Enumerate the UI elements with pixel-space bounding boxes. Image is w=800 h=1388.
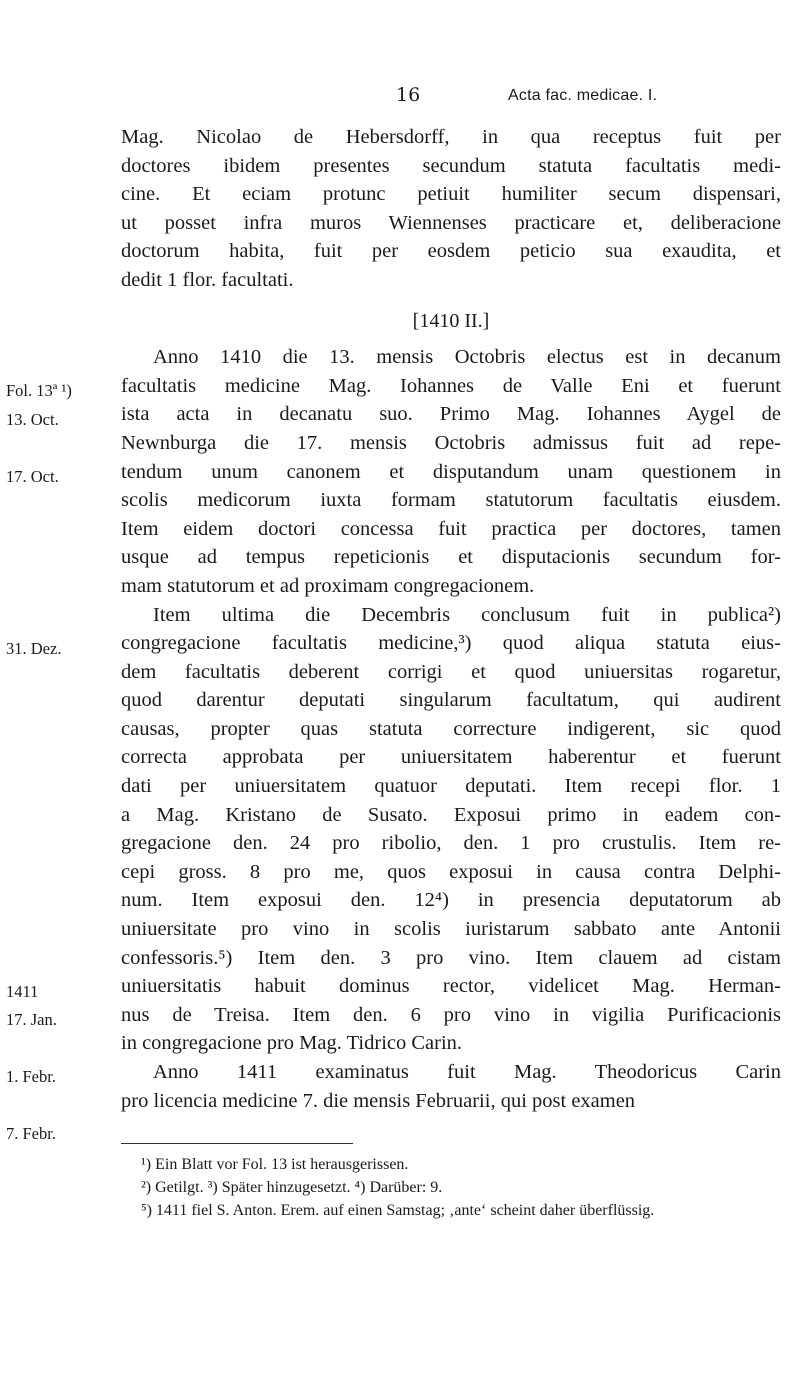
margin-note-date: 31. Dez. (6, 639, 62, 658)
text-line: usque ad tempus repeticionis et disputacionis secundum for- (121, 546, 781, 569)
footnote: ¹) Ein Blatt vor Fol. 13 ist herausgerissen. (141, 1156, 409, 1173)
text-line: facultatis medicine Mag. Iohannes de Valle Eni et fuerunt (121, 374, 781, 397)
margin-note-date: 1. Febr. (6, 1067, 56, 1086)
section-heading: [1410 II.] (412, 309, 490, 332)
text-line: dedit 1 flor. facultati. (121, 268, 294, 291)
footnote-rule (121, 1143, 353, 1144)
footnotes (121, 1153, 781, 1222)
running-title: Acta fac. medicae. I. (508, 87, 658, 104)
text-line: doctores ibidem presentes secundum statuta facultatis medi- (121, 154, 781, 177)
text-line: nus de Treisa. Item den. 6 pro vino in vigilia Purificacionis (121, 1003, 781, 1026)
text-line: scolis medicorum iuxta formam statutorum facultatis eiusdem. (121, 489, 781, 512)
margin-note-date: 17. Oct. (6, 467, 59, 486)
text-line: Item eidem doctori concessa fuit practica per doctores, tamen (121, 517, 781, 540)
margin-note-year: 1411 (6, 982, 39, 1001)
text-line: pro licencia medicine 7. die mensis Februarii, qui post examen (121, 1089, 636, 1112)
intro-paragraph (121, 123, 781, 295)
text-line: congregacione facultatis medicine,³) quod aliqua statuta eius- (121, 632, 781, 655)
page-number: 16 (396, 84, 421, 106)
text-line: cine. Et eciam protunc petiuit humiliter secum dispensari, (121, 183, 781, 206)
text-line: doctorum habita, fuit per eosdem peticio sua exaudita, et (121, 240, 781, 263)
text-line: Anno 1410 die 13. mensis Octobris electus est in decanum (153, 346, 781, 369)
text-line: Anno 1411 examinatus fuit Mag. Theodoricus Carin (153, 1061, 781, 1083)
text-line: a Mag. Kristano de Susato. Exposui primo in eadem con- (121, 803, 781, 826)
text-line: in congregacione pro Mag. Tidrico Carin. (121, 1032, 463, 1055)
text-line: confessoris.⁵) Item den. 3 pro vino. Item clauem ad cistam (121, 946, 781, 969)
text-line: Newnburga die 17. mensis Octobris admissus fuit ad repe- (121, 431, 781, 454)
text-line: correcta approbata per uniuersitatem haberentur et fuerunt (121, 746, 781, 769)
margin-note-date: 17. Jan. (6, 1010, 57, 1029)
text-line: Mag. Nicolao de Hebersdorff, in qua receptus fuit per (121, 126, 781, 148)
text-line: dem facultatis deberent corrigi et quod uniuersitas rogaretur, (121, 660, 781, 683)
text-line: mam statutorum et ad proximam congregacionem. (121, 574, 535, 597)
text-line: ista acta in decanatu suo. Primo Mag. Iohannes Aygel de (121, 403, 781, 426)
text-line: ut posset infra muros Wiennenses practicare et, deliberacione (121, 211, 781, 234)
text-line: Item ultima die Decembris conclusum fuit in publica²) (153, 603, 781, 626)
text-line: dati per uniuersitatem quatuor deputati. Item recepi flor. 1 (121, 775, 781, 798)
text-line: cepi gross. 8 pro me, quos exposui in causa contra Delphi- (121, 860, 781, 883)
text-line: tendum unum canonem et disputandum unam questionem in (121, 460, 781, 483)
text-line: quod darentur deputati singularum facultatum, qui audirent (121, 689, 781, 712)
footnote: ⁵) 1411 fiel S. Anton. Erem. auf einen Samstag; ‚ante‘ scheint daher überflüssig. (141, 1202, 655, 1219)
text-line: gregacione den. 24 pro ribolio, den. 1 pro crustulis. Item re- (121, 832, 781, 855)
margin-note-date: 7. Febr. (6, 1124, 56, 1143)
page-header (0, 84, 800, 114)
text-line: uniuersitatis habuit dominus rector, videlicet Mag. Herman- (121, 975, 781, 998)
margin-note-fol: Fol. 13ª ¹) (6, 381, 72, 400)
text-line: uniuersitate pro vino in scolis iuristarum sabbato ante Antonii (121, 918, 781, 941)
text-line: causas, propter quas statuta correcture indigerent, sic quod (121, 717, 781, 740)
footnote: ²) Getilgt. ³) Später hinzugesetzt. ⁴) Darüber: 9. (141, 1179, 443, 1196)
text-line: num. Item exposui den. 12⁴) in presencia deputatorum ab (121, 889, 781, 912)
main-paragraph (121, 343, 781, 1115)
body-text (121, 123, 781, 1115)
margin-note-date: 13. Oct. (6, 410, 59, 429)
